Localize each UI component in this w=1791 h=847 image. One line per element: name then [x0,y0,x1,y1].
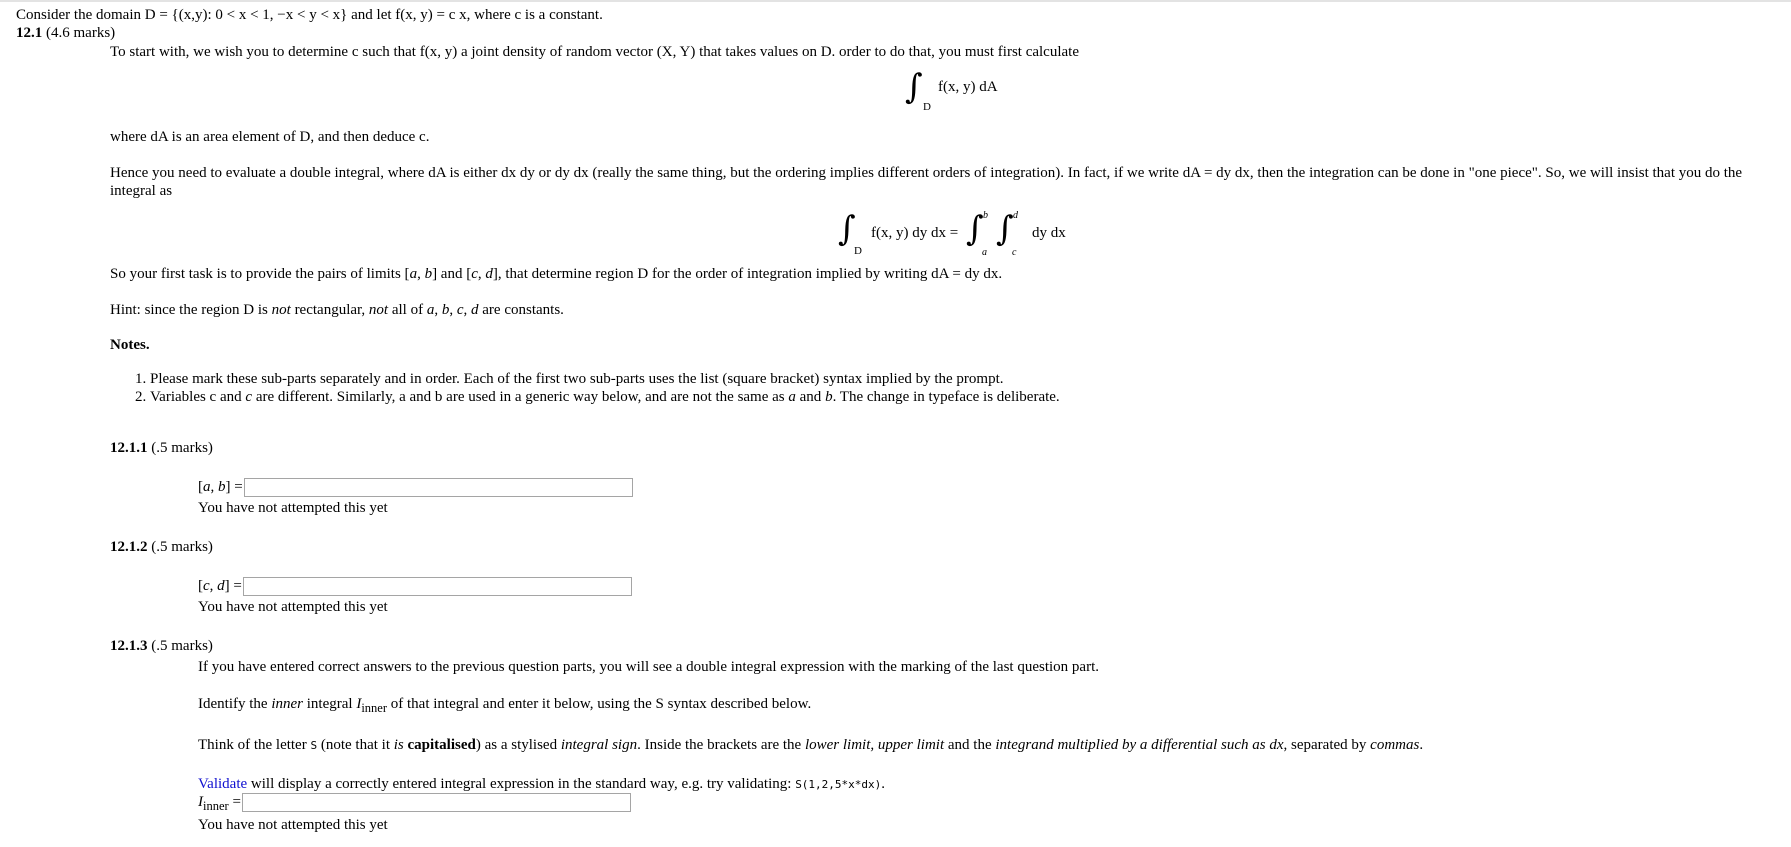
part-header: 12.1.1 (.5 marks) [110,440,213,456]
paragraph-hint: Hint: since the region D is not rectangular, not all of a, b, c, d are constants. [110,302,564,318]
paragraph-task: To start with, we wish you to determine c such that f(x, y) a joint density of random vector (X, Y) that takes values on D. order to do that, you must first calculate [110,44,1079,60]
part3-syntax-help: Think of the letter S (note that it is capitalised) as a stylised integral sign. Inside the brackets are the lower limit, upper limit and the integrand multiplied by a differential such as dx, separated by commas. [198,737,1424,753]
part-header: 12.1.2 (.5 marks) [110,539,213,555]
inner-integral-sign: ∫ [996,209,1014,249]
inner-integral-input[interactable] [242,793,631,812]
note-item: 2. Variables c and c are different. Similarly, a and b are used in a generic way below, and are not the same as a and b. The change in typeface is deliberate. [150,388,1791,406]
part3-validate-help: Validate will display a correctly entered integral expression in the standard way, e.g. try validating: S(1,2,5*x*dx). [198,776,886,792]
equation-rhs: dy dx [1032,225,1066,241]
intro-text: Consider the domain D = {(x,y): 0 < x < 1, −x < y < x} and let f(x, y) = c x, where c is a constant. [16,7,603,23]
paragraph-first-task: So your first task is to provide the pairs of limits [a, b] and [c, d], that determine region D for the order of integration implied by writing dA = dy dx. [110,266,1003,282]
question-header [16,24,115,43]
integral-region: D [923,101,931,113]
paragraph-double-integral: Hence you need to evaluate a double integral, where dA is either dx dy or dy dx (really the same thing, but the ordering implies different orders of integration). In fact, if we write dA = dy dx, then the integration can be done in "one piece". So, we will insist that you do the integral as [110,165,1743,199]
outer-upper-limit: b [983,210,988,221]
outer-lower-limit: a [982,247,987,258]
integral-sign: ∫ [905,67,923,107]
inner-upper-limit: d [1013,210,1018,221]
validate-link[interactable]: Validate [198,776,248,792]
integral-region: D [854,245,862,257]
notes-title: Notes. [110,337,150,353]
integrand-text: f(x, y) dA [938,79,998,95]
example-expression: S(1,2,5*x*dx) [795,778,882,791]
answer-label: [c, d] = [198,578,242,594]
attempt-status: You have not attempted this yet [198,817,388,833]
attempt-status: You have not attempted this yet [198,500,388,516]
inner-lower-limit: c [1012,247,1017,258]
part3-identify: Identify the inner integral $I_{inner}$ of that integral and enter it below, using the S syntax described below. [198,696,812,715]
notes-list [110,370,1791,406]
note-item: 1. Please mark these sub-parts separately and in order. Each of the first two sub-parts uses the list (square bracket) syntax implied by the prompt. [150,370,1791,388]
outer-integral-sign: ∫ [966,209,984,249]
integral-sign: ∫ [838,209,856,249]
answer-row-inner [198,793,631,816]
part3-intro: If you have entered correct answers to the previous question parts, you will see a double integral expression with the marking of the last question part. [198,659,1099,675]
cd-limits-input[interactable] [243,577,632,596]
paragraph-area-element: where dA is an area element of D, and then deduce c. [110,129,430,145]
answer-label: [a, b] = [198,479,243,495]
equation-double-integral [838,206,1078,256]
answer-label: $I_{inner}$ = [198,794,241,813]
answer-row-ab [198,478,633,497]
part-header: 12.1.3 (.5 marks) [110,638,213,654]
answer-row-cd [198,577,632,596]
ab-limits-input[interactable] [244,478,633,497]
question-number: 12.1 [16,25,43,41]
question-marks: (4.6 marks) [46,25,116,41]
equation-lhs: f(x, y) dy dx = [871,225,959,241]
attempt-status: You have not attempted this yet [198,599,388,615]
